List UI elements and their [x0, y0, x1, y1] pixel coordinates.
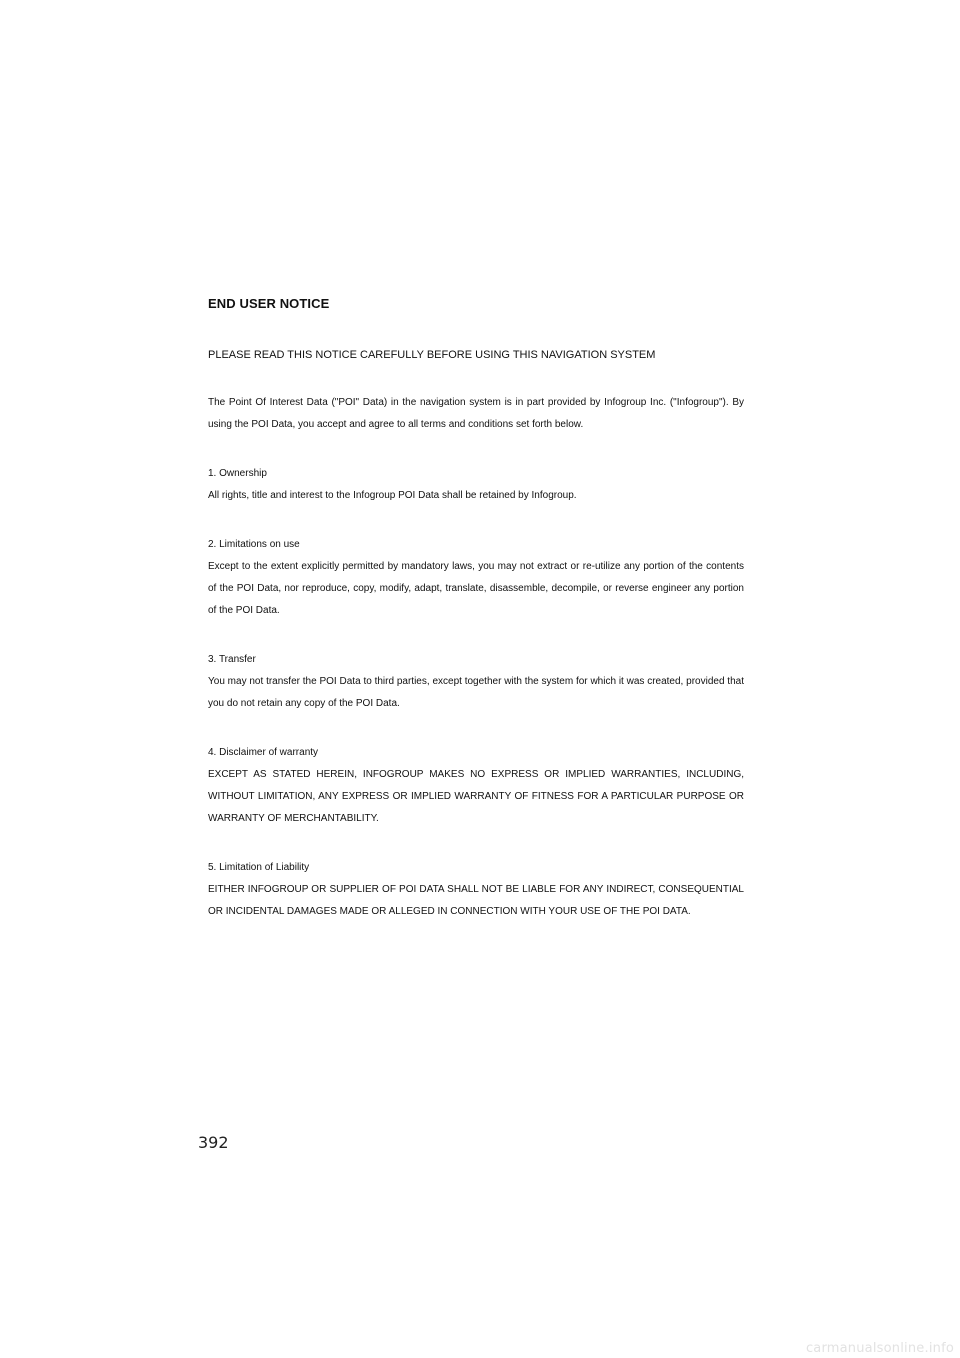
section-body: You may not transfer the POI Data to third parties, except together with the system for which it was created, provided that you do not retain any copy of the POI Data.: [208, 676, 744, 709]
notice-content: [208, 296, 744, 950]
section-heading: 5. Limitation of Liability: [208, 862, 310, 873]
section-heading: 2. Limitations on use: [208, 539, 300, 550]
section-body: EITHER INFOGROUP OR SUPPLIER OF POI DATA SHALL NOT BE LIABLE FOR ANY INDIRECT, CONSEQUENTIAL OR INCIDENTAL DAMAGES MADE OR ALLEGED IN CONNECTION WITH YOUR USE OF THE POI DATA.: [208, 884, 744, 917]
section-limitations-on-use: [208, 534, 744, 622]
section-body: All rights, title and interest to the Infogroup POI Data shall be retained by Infogroup.: [208, 490, 577, 501]
section-body: EXCEPT AS STATED HEREIN, INFOGROUP MAKES NO EXPRESS OR IMPLIED WARRANTIES, INCLUDING, WITHOUT LIMITATION, ANY EXPRESS OR IMPLIED WARRANTY OF FITNESS FOR A PARTICULAR PURPOSE OR WARRANTY OF MERCHANTABILITY.: [208, 769, 744, 824]
page-number: 392: [198, 1133, 229, 1152]
section-limitation-of-liability: [208, 857, 744, 923]
section-heading: 1. Ownership: [208, 468, 267, 479]
section-heading: 3. Transfer: [208, 654, 256, 665]
page-title: END USER NOTICE: [208, 296, 330, 311]
notice-subtitle: PLEASE READ THIS NOTICE CAREFULLY BEFORE USING THIS NAVIGATION SYSTEM: [208, 349, 656, 361]
section-disclaimer-of-warranty: [208, 742, 744, 830]
section-body: Except to the extent explicitly permitted by mandatory laws, you may not extract or re-utilize any portion of the contents of the POI Data, nor reproduce, copy, modify, adapt, translate, disassemble, decompile, or reverse engineer any portion of the POI Data.: [208, 561, 744, 616]
section-transfer: [208, 649, 744, 715]
intro-paragraph: The Point Of Interest Data ("POI" Data) in the navigation system is in part provided by Infogroup Inc. ("Infogroup"). By using the POI Data, you accept and agree to all terms and conditions set forth below.: [208, 397, 744, 430]
watermark-text: carmanualsonline.info: [805, 1341, 954, 1356]
section-heading: 4. Disclaimer of warranty: [208, 747, 319, 758]
section-ownership: [208, 463, 744, 507]
